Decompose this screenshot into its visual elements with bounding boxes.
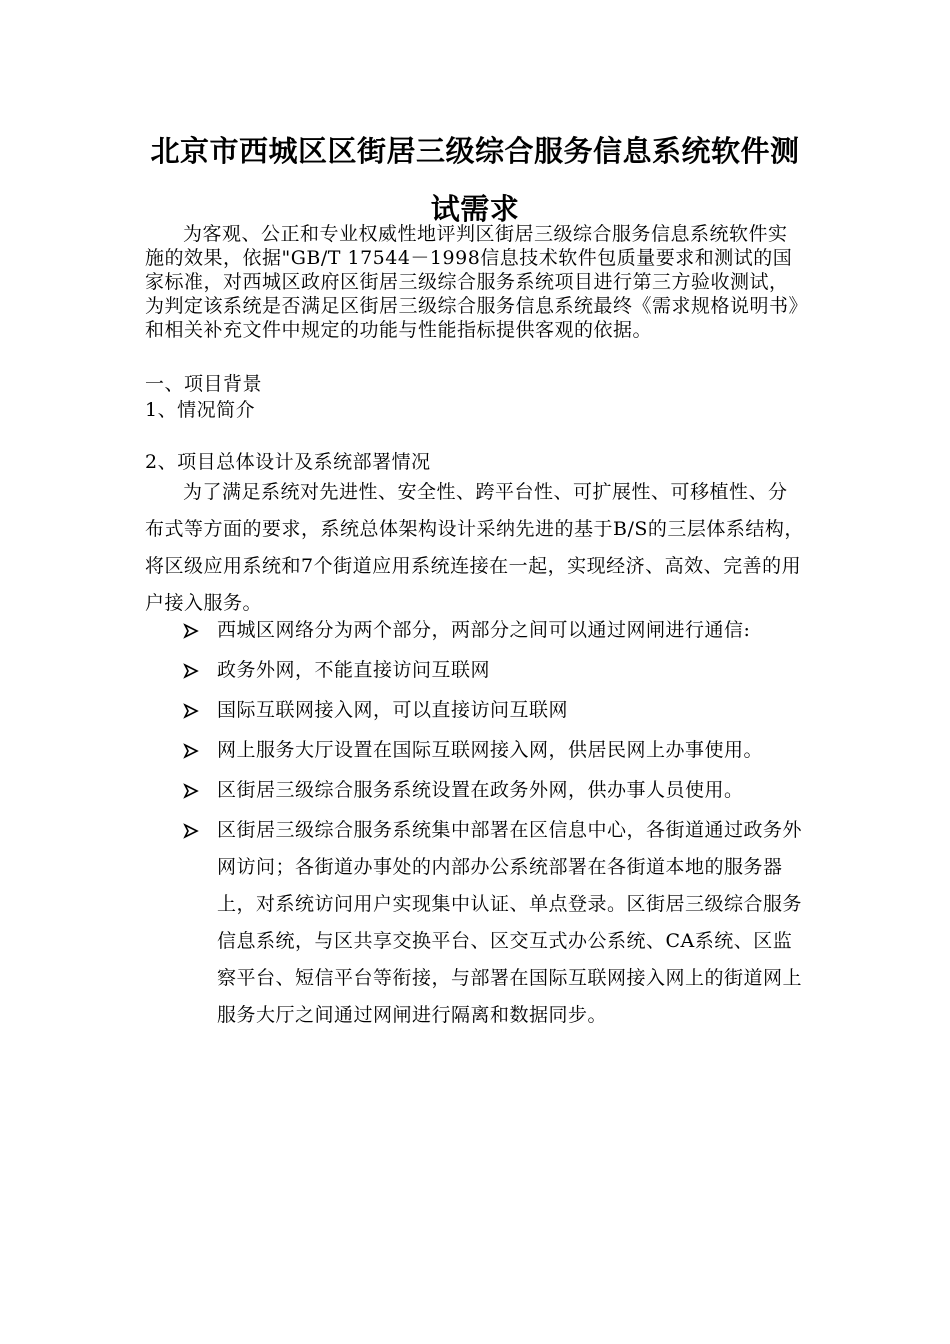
- arrow-bullet-icon: [183, 703, 199, 719]
- list-item-text: 西城区网络分为两个部分，两部分之间可以通过网闸进行通信:: [217, 619, 751, 641]
- list-item: [145, 772, 810, 809]
- arrow-bullet-icon: [183, 623, 199, 639]
- list-item: [145, 618, 810, 642]
- arrow-bullet-icon: [183, 743, 199, 759]
- document-title: 北京市西城区区街居三级综合服务信息系统软件测试需求: [150, 134, 800, 226]
- section-heading-background: 一、项目背景: [145, 373, 263, 395]
- list-item-text: 区街居三级综合服务系统设置在政务外网，供办事人员使用。: [217, 779, 744, 801]
- list-item: [145, 732, 810, 769]
- subheading-overview: 1、情况简介: [145, 399, 256, 421]
- arrow-bullet-icon: [183, 783, 199, 799]
- list-item-text: 网上服务大厅设置在国际互联网接入网，供居民网上办事使用。: [217, 739, 764, 761]
- arrow-bullet-icon: [183, 823, 199, 839]
- design-paragraph: 为了满足系统对先进性、安全性、跨平台性、可扩展性、可移植性、分布式等方面的要求，系统总体架构设计采纳先进的基于B/S的三层体系结构，将区级应用系统和7个街道应用系统连接在一起，实现经济、高效、完善的用户接入服务。: [145, 481, 804, 614]
- list-item-text: 区街居三级综合服务系统集中部署在区信息中心，各街道通过政务外网访问；各街道办事处的内部办公系统部署在各街道本地的服务器上，对系统访问用户实现集中认证、单点登录。区街居三级综合服务信息系统，与区共享交换平台、区交互式办公系统、CA系统、区监察平台、短信平台等衔接，与部署在国际互联网接入网上的街道网上服务大厅之间通过网闸进行隔离和数据同步。: [217, 819, 803, 1026]
- list-item: [145, 812, 810, 1034]
- intro-paragraph: 为客观、公正和专业权威性地评判区街居三级综合服务信息系统软件实施的效果，依据"GB/T 17544－1998信息技术软件包质量要求和测试的国家标准，对西城区政府区街居三级综合服务系统项目进行第三方验收测试，为判定该系统是否满足区街居三级综合服务信息系统最终《需求规格说明书》和相关补充文件中规定的功能与性能指标提供客观的依据。: [145, 223, 799, 341]
- list-item-text: 国际互联网接入网，可以直接访问互联网: [217, 699, 569, 721]
- subheading-design-deployment: 2、项目总体设计及系统部署情况: [145, 451, 431, 473]
- list-item: [145, 658, 810, 682]
- list-item-text: 政务外网，不能直接访问互联网: [217, 659, 491, 681]
- arrow-bullet-icon: [183, 663, 199, 679]
- list-item: [145, 698, 810, 722]
- deployment-bullet-list: [145, 618, 810, 1034]
